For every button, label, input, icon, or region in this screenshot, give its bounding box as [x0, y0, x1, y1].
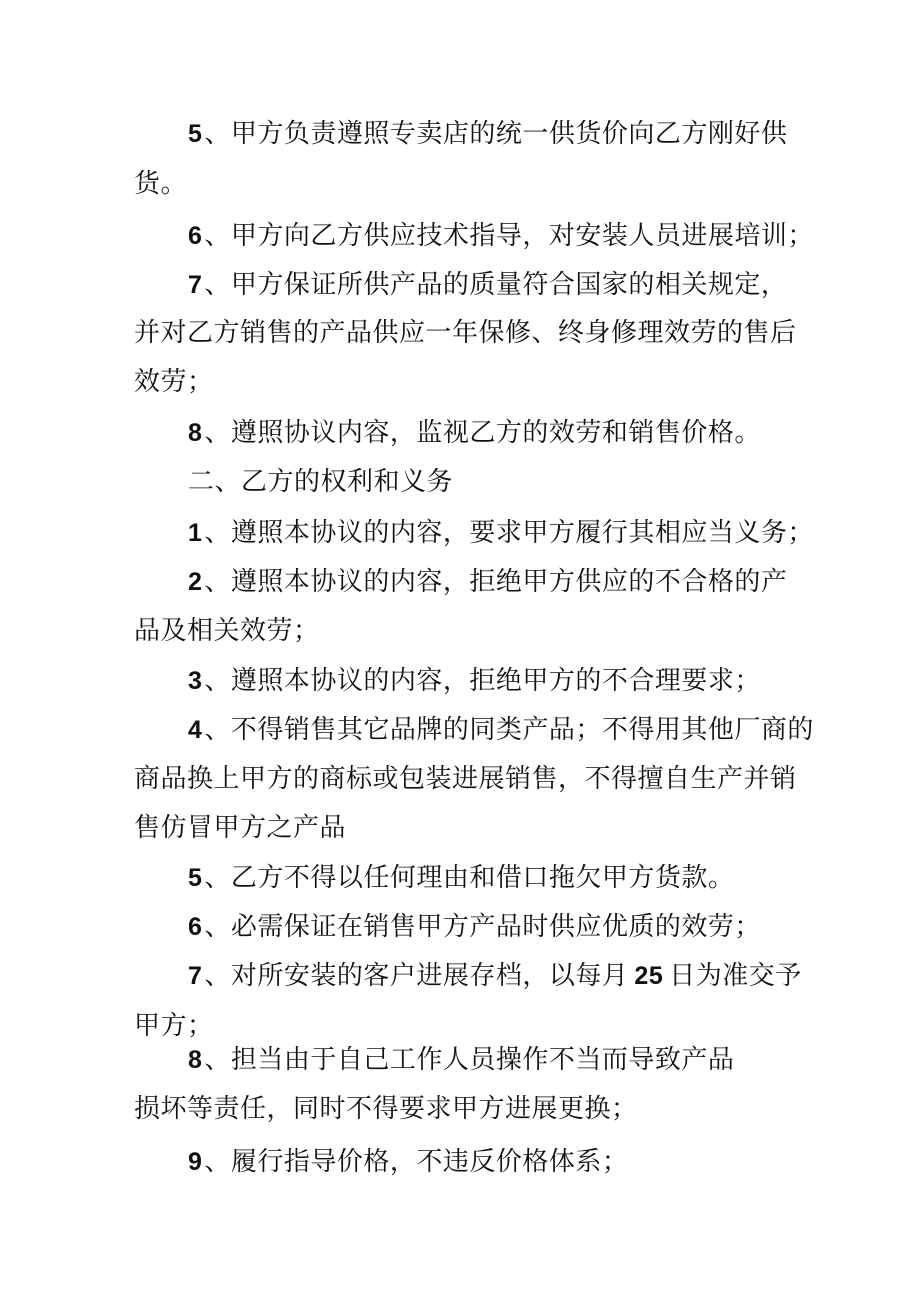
item-line	[188, 959, 802, 993]
item-text: 、履行指导价格，不违反价格体系；	[204, 1147, 629, 1177]
item-number: 1	[188, 519, 203, 547]
item-line	[188, 219, 814, 253]
item-text: 、必需保证在销售甲方产品时供应优质的效劳；	[204, 912, 761, 942]
item-number: 9	[188, 1148, 203, 1176]
item-text: 、遵照本协议的内容，要求甲方履行其相应当义务；	[204, 518, 814, 548]
section-heading	[188, 465, 453, 499]
item-number: 4	[188, 716, 203, 744]
item-text: 效劳；	[134, 367, 214, 397]
item-line	[188, 1043, 734, 1077]
day-number: 25	[634, 962, 664, 990]
item-text: 、甲方向乙方供应技术指导，对安装人员进展培训；	[204, 221, 814, 251]
item-number: 8	[188, 419, 203, 447]
item-line	[188, 416, 761, 450]
item-number: 7	[188, 271, 203, 299]
item-line	[188, 713, 814, 747]
item-number: 2	[188, 568, 203, 596]
item-text: 、遵照本协议的内容，拒绝甲方的不合理要求；	[204, 666, 761, 696]
item-text: 售仿冒甲方之产品	[134, 813, 347, 843]
item-text: 商品换上甲方的商标或包装进展销售，不得擅自生产并销	[134, 764, 797, 794]
item-number: 7	[188, 962, 203, 990]
item-text: 、不得销售其它品牌的同类产品；不得用其他厂商的	[204, 715, 814, 745]
item-text: 损坏等责任，同时不得要求甲方进展更换；	[134, 1094, 638, 1124]
item-text: 甲方；	[134, 1011, 214, 1041]
item-text: 、甲方负责遵照专卖店的统一供货价向乙方刚好供	[204, 119, 788, 149]
item-number: 8	[188, 1046, 203, 1074]
item-text: 、对所安装的客户进展存档，以每月	[204, 961, 629, 991]
item-text: 品及相关效劳；	[134, 616, 320, 646]
item-line	[188, 117, 787, 151]
item-text: 、担当由于自己工作人员操作不当而导致产品	[204, 1045, 735, 1075]
item-line	[134, 167, 187, 201]
item-line	[134, 614, 320, 648]
item-text: 、甲方保证所供产品的质量符合国家的相关规定，	[204, 270, 788, 300]
item-line	[188, 664, 761, 698]
item-text: 日为准交予	[669, 961, 802, 991]
item-number: 3	[188, 667, 203, 695]
item-number: 5	[188, 864, 203, 892]
item-line	[188, 861, 734, 895]
item-line	[188, 268, 787, 302]
item-number: 6	[188, 913, 203, 941]
item-text: 并对乙方销售的产品供应一年保修、终身修理效劳的售后	[134, 318, 797, 348]
item-number: 6	[188, 222, 203, 250]
item-line	[188, 516, 814, 550]
item-text: 、乙方不得以任何理由和借口拖欠甲方货款。	[204, 863, 735, 893]
item-line	[134, 762, 797, 796]
item-line	[134, 811, 346, 845]
item-line	[188, 565, 787, 599]
item-line	[134, 365, 214, 399]
item-text: 、遵照本协议的内容，拒绝甲方供应的不合格的产	[204, 567, 788, 597]
item-line	[188, 1145, 628, 1179]
item-line	[134, 1009, 214, 1043]
section-heading-text: 二、乙方的权利和义务	[188, 467, 454, 497]
item-text: 货。	[134, 169, 188, 199]
item-line	[134, 316, 797, 350]
item-text: 、遵照协议内容，监视乙方的效劳和销售价格。	[204, 418, 761, 448]
item-line	[188, 910, 761, 944]
item-number: 5	[188, 120, 203, 148]
item-line	[134, 1092, 638, 1126]
